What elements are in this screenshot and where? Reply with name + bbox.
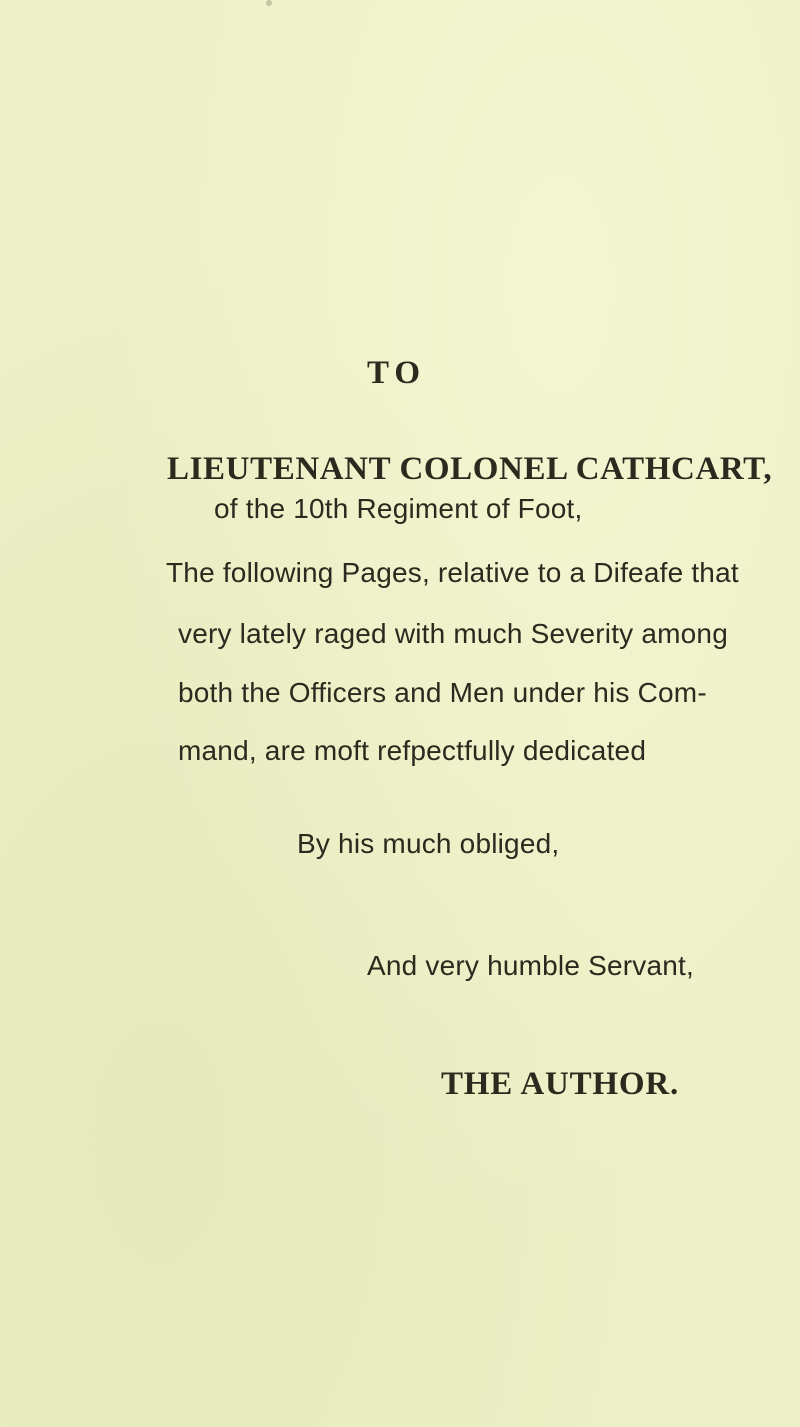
dedication-line-1: The following Pages, relative to a Difeafe that — [166, 557, 739, 588]
print-mark — [266, 0, 272, 6]
dedication-line-3: both the Officers and Men under his Com- — [178, 677, 707, 708]
closing-line-1: By his much obliged, — [297, 828, 560, 859]
signature: THE AUTHOR. — [441, 1066, 680, 1102]
dedication-line-4: mand, are moft refpectfully dedicated — [178, 735, 647, 766]
closing-line-2: And very humble Servant, — [367, 950, 694, 981]
address-to: TO — [367, 355, 427, 391]
dedication-line-2: very lately raged with much Severity among — [178, 618, 728, 649]
dedicatee-regiment: of the 10th Regiment of Foot, — [214, 493, 583, 524]
dedicatee-name: LIEUTENANT COLONEL CATHCART, — [167, 451, 773, 487]
